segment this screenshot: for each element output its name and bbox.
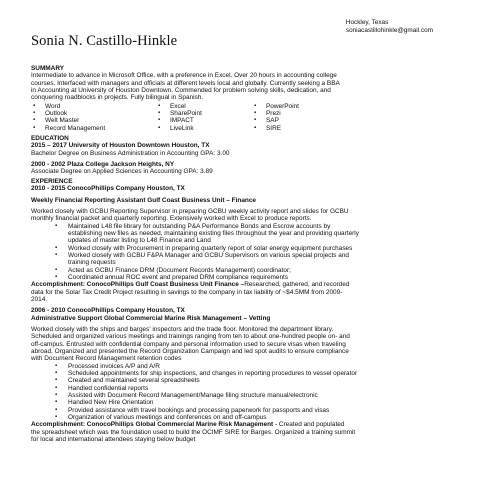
skill-item: ▪ IMPACT [156,117,252,124]
job-intro-line: with Document Record Management retention codes [31,355,182,363]
accomplishment-label: Accomplishment: ConocoPhillips Gulf Coast Business Unit Finance – [31,281,245,289]
accomplishment-line: 2014. [31,295,48,303]
accomplishment-text: Researched, gathered, and recorded [244,281,350,289]
summary-line: conquering roadblocks in projects. Fully bilingual in Spanish. [31,94,204,102]
education-title: 2000 - 2002 Plaza College Jackson Heights, NY [31,161,175,169]
bullet-line: establishing new files as needed, maintaining existing files throughout the year and providing quarterly [68,229,359,237]
skills-column [156,103,252,132]
bullet-line: ▪ Acted as GCBU Finance DRM (Document Records Management) coordinator; [68,266,291,274]
accomplishment-label: Accomplishment: ConocoPhillips Global Commercial Marine Risk Management [31,421,274,429]
job-intro-line: off-campus. Entrusted with confidential company and personal information used to secure visas when traveling [31,340,346,348]
job-intro-line: Worked closely with GCBU Reporting Supervisor in preparing GCBU weekly activity report and slides for GCBU [31,207,349,215]
job-bullet: ▪ Processed invoices A/P and A/R [55,363,465,370]
skills-column [31,103,156,132]
job-bullet: ▪ Assisted with Document Record Management/Manage filing structure manual/electronic [55,392,465,399]
job-bullet: ▪ Provided assistance with travel bookings and processing paperwork for passports and visas [55,407,465,414]
contact-email: soniacastillohinkle@gmail.com [345,26,433,34]
bullet-line: ▪ Maintained L48 file library for outstanding P&A Performance Bonds and Escrow accounts by [68,222,331,230]
bullet-line: training requests [68,259,116,267]
skills-column [252,103,332,132]
summary-line: Intermediate to advance in Microsoft Office, with a preference in Excel. Over 20 hours in accounting college [31,72,337,80]
job-bullet [55,223,465,245]
resume-body [31,63,465,444]
experience-heading: EXPERIENCE [31,177,73,185]
skill-item: ▪ Excel [156,103,252,110]
bullet-line: ▪ Worked closely with Procurement in preparing quarterly report of solar energy equipment purchases [68,244,353,252]
accomplishment-line: for local and international attendees staying below budget [31,436,196,444]
job-bullet: ▪ Organization of various meetings and conferences on and off-campus [55,414,465,421]
bullet-line: ▪ Worked closely with GCBU F&PA Manager and GCBU Supervisors on various special projects and [68,251,349,259]
education-detail: Bachelor Degree on Business Administration in Accounting GPA: 3.00 [31,149,230,157]
job-bullet: ▪ Handled New Hire Orientation [55,399,465,406]
job-intro-line: abroad. Organized and presented the Record Organization Campaign and led spot audits to ensure compliance [31,348,349,356]
job-company: 2010 - 2015 ConocoPhillips Company Houston, TX [31,185,185,193]
skills-list [31,103,465,132]
skill-item: ▪ Prezi [252,110,332,117]
job-bullet: ▪ Handled confidential reports [55,385,465,392]
job-bullets [31,363,465,422]
skill-item: ▪ SIRE [252,125,332,132]
education-heading: EDUCATION [31,135,69,143]
accomplishment-line [31,421,465,428]
contact-location: Hockley, Texas [345,19,389,26]
bullet-line: updates of master listing to L48 Finance and Land [68,237,211,245]
job-intro-line: Worked closely with the ships and barges' inspectors and the trade floor. Monitored the department library. [31,326,334,333]
education-detail: Associate Degree on Applied Sciences in Accounting GPA: 3.89 [31,168,213,176]
summary-heading: SUMMARY [31,65,65,72]
accomplishment-line: data for the Solar Tax Credit Project resulting in savings to the company in tax liability of ~$4.5MM from 2009- [31,288,343,296]
summary-line: in Accounting at University of Houston Downtown. Commended for problem solving skills, dedication, and [31,87,331,95]
accomplishment-text: - Created and populated [273,421,345,429]
job-role: Administrative Support Global Commercial Marine Risk Management – Vetting [31,314,271,322]
job-bullet: ▪ Scheduled appointments for ship inspections, and changes in reporting procedures to vessel operator [55,370,465,377]
accomplishment-line: the spreadsheet which was the foundation used to build the OCIMF SIRE for Barges. Organized a training summit [31,428,356,436]
accomplishment-line [31,281,465,288]
skill-item: ▪ Record Management [31,125,156,132]
job-bullet [55,274,465,281]
summary-line: courses. Interfaced with managers and officials at different levels local and globally. Currently seeking a BBA [31,79,340,87]
education-title: 2015 – 2017 University of Houston Downtown Houston, TX [31,142,210,150]
skill-item: ▪ PowerPoint [252,103,332,110]
job-intro-line: Scheduled and organized various meetings and trainings ranging from ten to about one-hundred people on- and [31,333,350,341]
skill-item: ▪ SAP [252,117,332,124]
candidate-name: Sonia N. Castillo-Hinkle [31,33,178,49]
job-bullet [55,267,465,274]
skill-item: ▪ SharePoint [156,110,252,117]
skill-item: ▪ Word [31,103,156,110]
job-bullets [31,223,465,282]
job-company: 2006 - 2010 ConocoPhillips Company Houston, TX [31,307,185,315]
job-bullet [55,252,465,267]
skill-item: ▪ Outlook [31,110,156,117]
job-bullet [55,245,465,252]
skill-item: ▪ LiveLink [156,125,252,132]
bullet-line: ▪ Coordinated annual ROC event and prepared DRM compliance requirements [68,273,289,281]
job-role: Weekly Financial Reporting Assistant Gulf Coast Business Unit – Finance [31,196,257,204]
contact-block [346,19,433,34]
skill-item: ▪ Welt Master [31,117,156,124]
job-intro-line: monthly financial packet and quarterly reporting. Extensively worked with Excel to produce reports. [31,215,312,223]
job-bullet: ▪ Created and maintained several spreadsheets [55,377,465,384]
